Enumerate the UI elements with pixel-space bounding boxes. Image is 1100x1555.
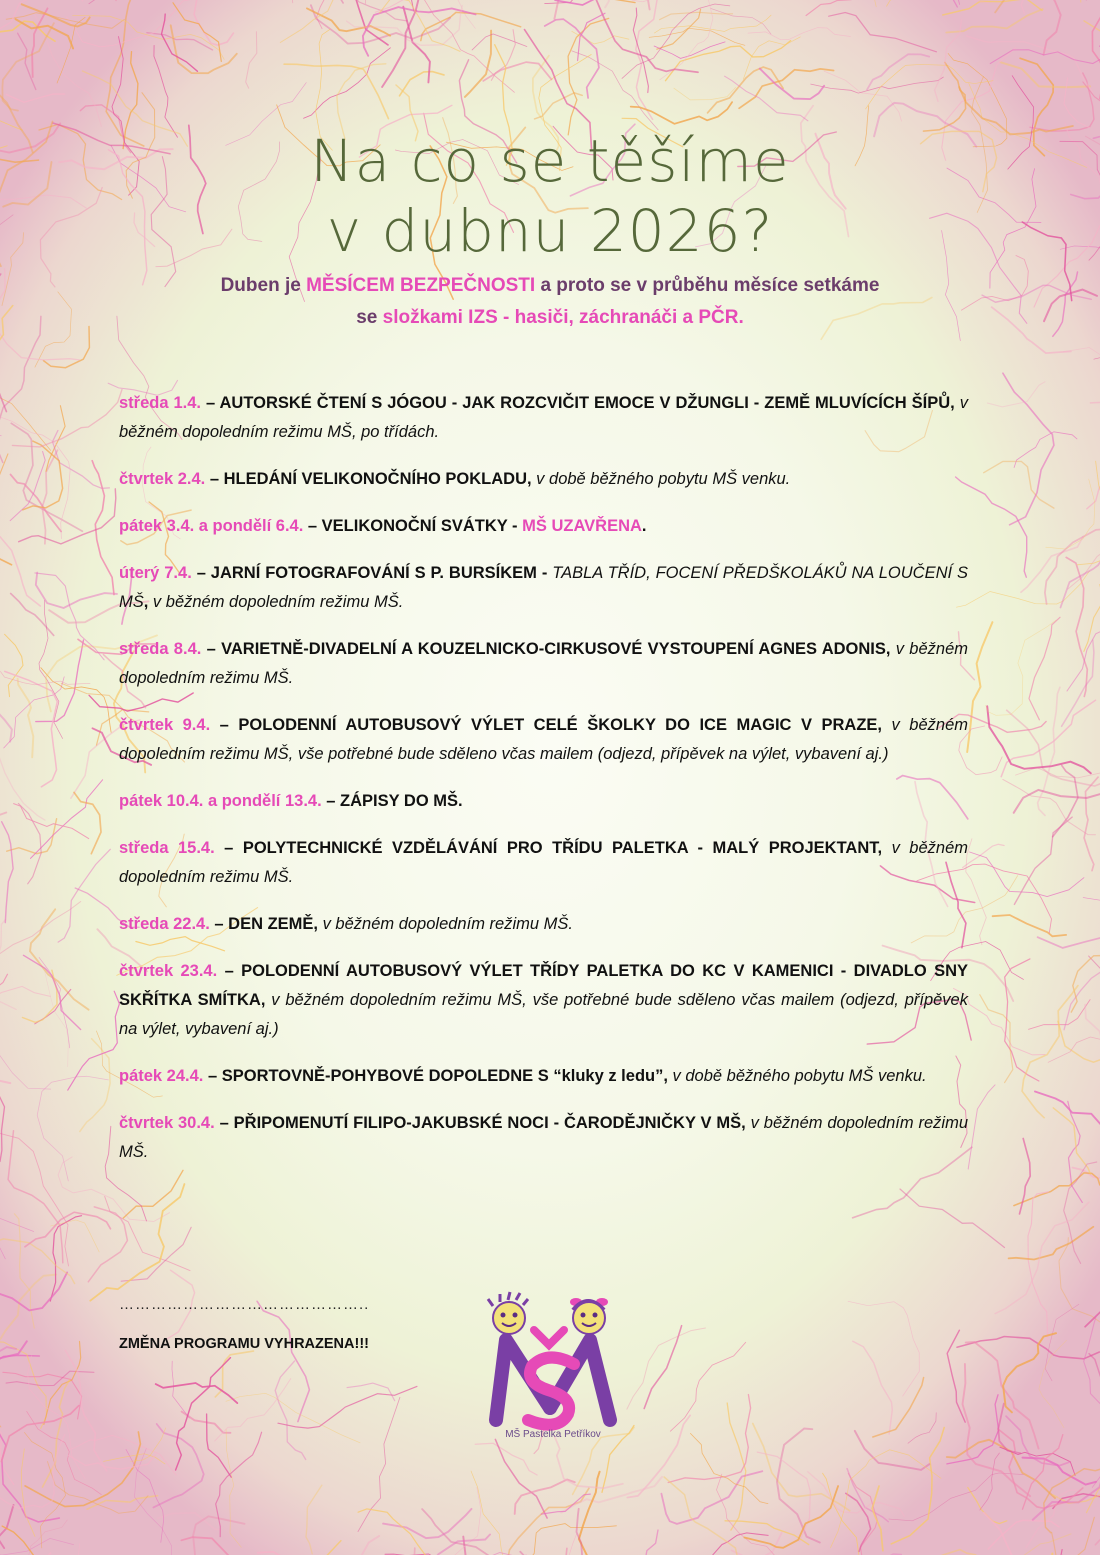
event-item [119, 1062, 968, 1091]
event-note: v běžném dopoledním režimu MŠ. [318, 915, 573, 933]
event-date: čtvrtek 2.4. [119, 470, 206, 488]
event-item [119, 512, 968, 541]
event-date: středa 22.4. [119, 915, 210, 933]
page-title [0, 126, 1100, 266]
subtitle-text: a proto se v průběhu měsíce setkáme [535, 275, 880, 296]
event-date: pátek 3.4. a pondělí 6.4. [119, 517, 304, 535]
event-title: – POLODENNÍ AUTOBUSOVÝ VÝLET CELÉ ŠKOLKY DO ICE MAGIC V PRAZE, [210, 716, 883, 734]
event-title: – JARNÍ FOTOGRAFOVÁNÍ S P. BURSÍKEM - [191, 564, 553, 582]
event-title: – VELIKONOČNÍ SVÁTKY - [303, 517, 523, 535]
event-title: – POLODENNÍ AUTOBUSOVÝ VÝLET TŘÍDY PALETKA DO KC V KAMENICI - DIVADLO SNY SKŘÍTKA SMÍTKA, [119, 962, 968, 1009]
event-item [119, 1109, 968, 1167]
event-date: středa 1.4. [119, 394, 202, 412]
event-date: středa 8.4. [119, 640, 202, 658]
program-change-note: ZMĚNA PROGRAMU VYHRAZENA!!! [119, 1336, 369, 1352]
event-date: čtvrtek 30.4. [119, 1114, 215, 1132]
child-right-icon [570, 1298, 608, 1334]
title-line-2: v dubnu 2026? [326, 197, 774, 265]
dotted-separator: ……………………………………….. [119, 1296, 370, 1313]
event-title: – POLYTECHNICKÉ VZDĚLÁVÁNÍ PRO TŘÍDU PALETKA - MALÝ PROJEKTANT, [214, 839, 883, 857]
subtitle-line-1 [100, 270, 1000, 302]
logo-caption: MŠ Pastelka Petříkov [505, 1429, 601, 1440]
event-item [119, 465, 968, 494]
event-note: v době běžného pobytu MŠ venku. [667, 1067, 927, 1085]
event-title: – VARIETNĚ-DIVADELNÍ A KOUZELNICKO-CIRKUSOVÉ VYSTOUPENÍ AGNES ADONIS, [201, 640, 891, 658]
event-list [119, 389, 968, 1185]
event-title: – DEN ZEMĚ, [209, 915, 318, 933]
event-note: v běžném dopoledním režimu MŠ. [119, 839, 968, 886]
event-item [119, 389, 968, 447]
event-punctuation: , [143, 593, 149, 611]
event-punctuation: . [641, 517, 647, 535]
event-note: v běžném dopoledním režimu MŠ, po třídách. [119, 394, 968, 441]
child-left-icon [488, 1292, 528, 1334]
subtitle-text: se [356, 307, 383, 328]
event-title: – HLEDÁNÍ VELIKONOČNÍHO POKLADU, [205, 470, 532, 488]
event-note: v běžném dopoledním režimu MŠ, vše potřebné bude sděleno včas mailem (odjezd, přípěvek na výlet, vybavení aj.) [119, 716, 968, 763]
event-date: pátek 24.4. [119, 1067, 204, 1085]
event-note: v běžném dopoledním režimu MŠ, vše potřebné bude sděleno včas mailem (odjezd, přípěvek na výlet, vybavení aj.) [119, 991, 968, 1038]
event-highlight: MŠ UZAVŘENA [522, 517, 642, 535]
event-title: – ZÁPISY DO MŠ. [321, 792, 463, 810]
event-note: TABLA TŘÍD, FOCENÍ PŘEDŠKOLÁKŮ NA LOUČENÍ S MŠ [119, 564, 968, 611]
event-item [119, 910, 968, 939]
event-item [119, 834, 968, 892]
event-title: – PŘIPOMENUTÍ FILIPO-JAKUBSKÉ NOCI - ČARODĚJNIČKY V MŠ, [214, 1114, 746, 1132]
subtitle-text: Duben je [220, 275, 307, 296]
school-logo [478, 1290, 628, 1450]
subtitle-highlight: složkami IZS - hasiči, záchranáči a PČR. [382, 307, 744, 328]
event-note: v běžném dopoledním režimu MŠ. [119, 1114, 969, 1161]
event-item [119, 559, 968, 617]
event-title: – AUTORSKÉ ČTENÍ S JÓGOU - JAK ROZCVIČIT EMOCE V DŽUNGLI - ZEMĚ MLUVÍCÍCH ŠÍPŮ, [201, 394, 955, 412]
title-line-1: Na co se těšíme [310, 127, 790, 195]
event-item [119, 787, 968, 816]
subtitle-highlight: MĚSÍCEM BEZPEČNOSTI [306, 275, 536, 296]
event-item [119, 635, 968, 693]
event-title: – SPORTOVNĚ-POHYBOVÉ DOPOLEDNE S “kluky z ledu”, [203, 1067, 668, 1085]
event-note: v běžném dopoledním režimu MŠ. [148, 593, 404, 611]
event-item [119, 957, 968, 1044]
event-item [119, 711, 968, 769]
event-note: v době běžného pobytu MŠ venku. [531, 470, 791, 488]
event-note: v běžném dopoledním režimu MŠ. [119, 640, 968, 687]
subtitle-line-2 [100, 302, 1000, 334]
event-date: čtvrtek 23.4. [119, 962, 218, 980]
event-date: pátek 10.4. a pondělí 13.4. [119, 792, 322, 810]
event-date: úterý 7.4. [119, 564, 192, 582]
subtitle [100, 270, 1000, 334]
event-date: středa 15.4. [119, 839, 215, 857]
event-date: čtvrtek 9.4. [119, 716, 211, 734]
